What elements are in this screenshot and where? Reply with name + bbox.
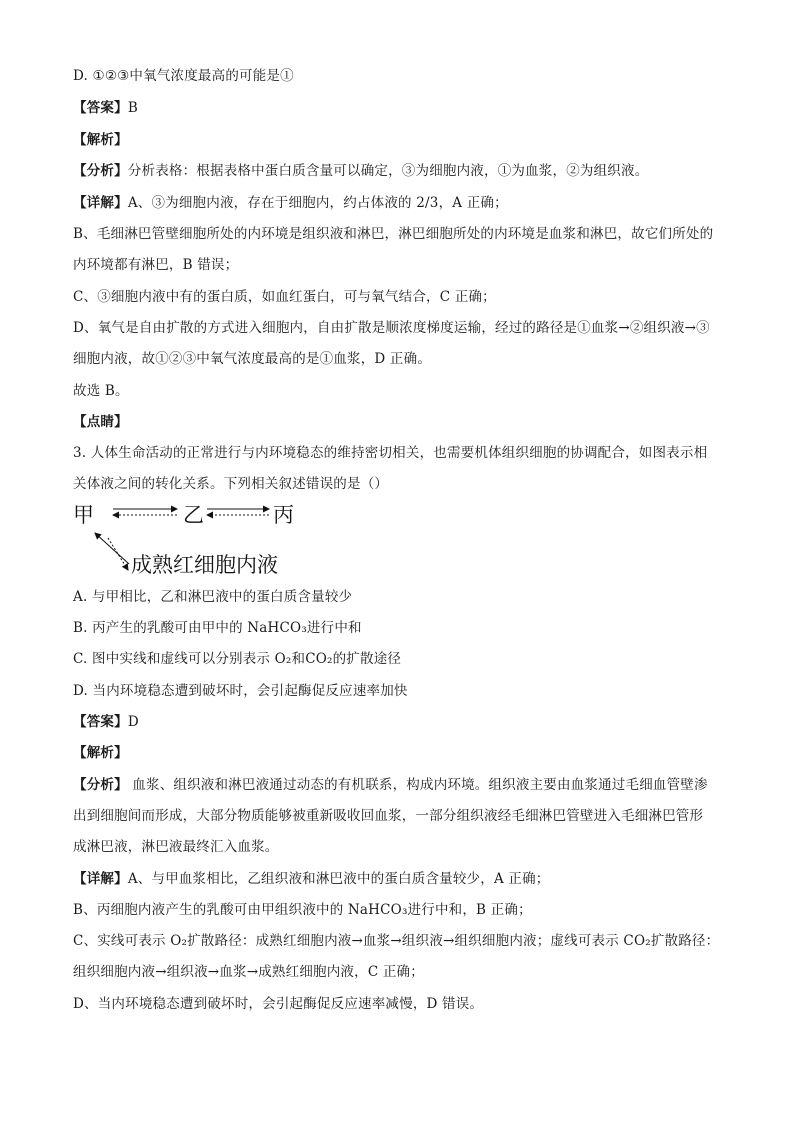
q3-fenxi-line2: 出到细胞间而形成，大部分物质能够被重新吸收回血浆，一部分组织液经毛细淋巴管壁进入毛细淋巴管形 [73, 808, 704, 824]
q3-option-a: A. 与甲相比，乙和淋巴液中的蛋白质含量较少 [73, 589, 353, 605]
q3-detail-b: B、丙细胞内液产生的乳酸可由甲组织液中的 NaHCO₃进行中和，B 正确； [73, 902, 532, 918]
q2-detail-a [73, 194, 723, 212]
q2-answer [73, 99, 723, 117]
q3-option-c: C. 图中实线和虚线可以分别表示 O₂和CO₂的扩散途径 [73, 651, 402, 667]
q2-detail-c: C、③细胞内液中有的蛋白质，如血红蛋白，可与氧气结合，C 正确； [73, 289, 496, 305]
q3-option-b: B. 丙产生的乳酸可由甲中的 NaHCO₃进行中和 [73, 620, 362, 636]
fenxi-tag: 【分析】 [73, 163, 128, 179]
detail-tag: 【详解】 [73, 195, 128, 211]
answer-tag: 【答案】 [73, 714, 128, 730]
detail-tag: 【详解】 [73, 871, 128, 887]
answer-value: B [127, 100, 138, 116]
answer-value: D [127, 714, 139, 730]
arrow-hongxibao-to-jia [95, 533, 129, 564]
label-jia: 甲 [73, 503, 94, 527]
label-hongxibao: 成熟红细胞内液 [131, 553, 278, 577]
fenxi-tag: 【分析】 [73, 777, 128, 793]
q3-detail-d: D、当内环境稳态遭到破坏时，会引起酶促反应速率减慢，D 错误。 [73, 996, 484, 1012]
label-bing: 丙 [273, 503, 294, 527]
answer-tag: 【答案】 [73, 100, 128, 116]
q2-detail-d2: 细胞内液，故①②③中氧气浓度最高的是①血浆，D 正确。 [73, 351, 432, 367]
analysis-tag: 【解析】 [73, 745, 128, 761]
q2-detail-b1: B、毛细淋巴管壁细胞所处的内环境是组织液和淋巴，淋巴细胞所处的内环境是血浆和淋巴，故它们所处的 [73, 226, 714, 242]
label-yi: 乙 [183, 503, 204, 527]
q3-answer [73, 713, 723, 731]
q3-detail-c2: 组织细胞内液→组织液→血浆→成熟红细胞内液，C 正确； [73, 964, 424, 980]
q3-fenxi-line3: 成淋巴液，淋巴液最终汇入血浆。 [73, 839, 279, 855]
q2-option-d: D. ①②③中氧气浓度最高的可能是① [73, 68, 294, 84]
q3-analysis-tag [73, 744, 723, 762]
q2-analysis-tag [73, 131, 723, 149]
dianjing-tag: 【点睛】 [73, 414, 128, 430]
q3-fenxi-line1 [73, 776, 723, 794]
q2-detail-b2: 内环境都有淋巴，B 错误； [73, 257, 239, 273]
analysis-tag: 【解析】 [73, 132, 128, 148]
q3-option-d: D. 当内环境稳态遭到破坏时，会引起酶促反应速率加快 [73, 683, 408, 699]
q3-detail-c1: C、实线可表示 O₂扩散路径：成熟红细胞内液→血浆→组织液→组织细胞内液；虚线可表示 CO₂扩散路径： [73, 933, 720, 949]
detail-text: A、与甲血浆相比，乙组织液和淋巴液中的蛋白质含量较少，A 正确； [127, 871, 550, 887]
q3-detail-a [73, 870, 723, 888]
q2-dianjing [73, 413, 723, 431]
q2-detail-d1: D、氧气是自由扩散的方式进入细胞内，自由扩散是顺浓度梯度运输，经过的路径是①血浆→②组织液→③ [73, 320, 710, 336]
q3-stem-line1: 3. 人体生命活动的正常进行与内环境稳态的维持密切相关，也需要机体组织细胞的协调配合，如图表示相 [73, 445, 708, 461]
detail-text: A、③为细胞内液，存在于细胞内，约占体液的 2/3，A 正确； [127, 195, 508, 211]
fenxi-text: 分析表格：根据表格中蛋白质含量可以确定，③为细胞内液，①为血浆，②为组织液。 [127, 163, 649, 179]
q3-stem-line2: 关体液之间的转化关系。下列相关叙述错误的是（） [73, 476, 389, 492]
q2-fenxi [73, 162, 723, 180]
body-fluid-diagram [73, 500, 373, 582]
q2-choose: 故选 B。 [73, 383, 129, 399]
fenxi-text: 血浆、组织液和淋巴液通过动态的有机联系，构成内环境。组织液主要由血浆通过毛细血管壁渗 [127, 777, 708, 793]
